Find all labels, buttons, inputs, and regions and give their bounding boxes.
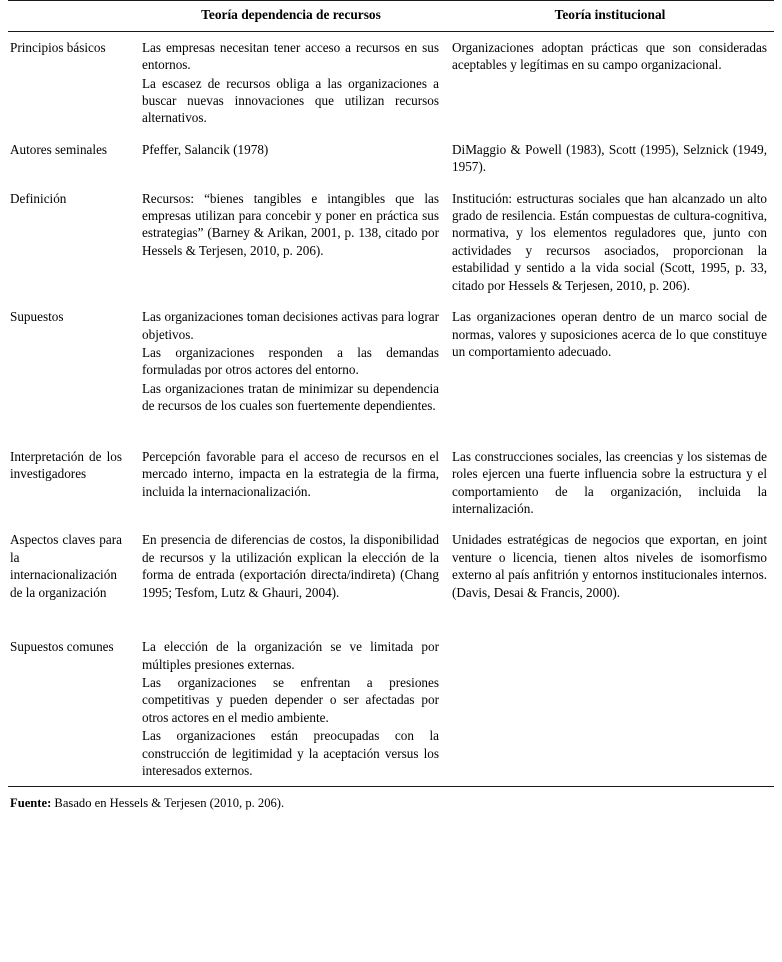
row-cell-col2	[446, 134, 774, 183]
paragraph: Las organizaciones tratan de minimizar su dependencia de recursos de los cuales son fuertemente dependientes.	[142, 380, 439, 414]
row-cell-col2	[446, 441, 774, 525]
source-text: Basado en Hessels & Terjesen (2010, p. 206).	[51, 796, 285, 811]
paragraph: Las organizaciones responden a las demandas formuladas por otros actores del entorno.	[142, 345, 439, 378]
paragraph: En presencia de diferencias de costos, la disponibilidad de recursos y la utilización explican la elección de la forma de entrada (exportación directa/indireta) (Chang 1995; Tesfom, Lutz & Ghauri, 2004).	[142, 532, 439, 600]
paragraph: La elección de la organización se ve limitada por múltiples presiones externas.	[142, 639, 439, 672]
source-label: Fuente:	[10, 796, 52, 811]
paragraph: Las empresas necesitan tener acceso a recursos en sus entornos.	[142, 39, 439, 73]
row-cell-col1	[136, 524, 446, 631]
table-row	[8, 31, 774, 134]
paragraph: Pfeffer, Salancik (1978)	[142, 141, 269, 157]
table-row	[8, 183, 774, 302]
table-row	[8, 441, 774, 525]
row-cell-col1	[136, 134, 446, 183]
header-resource-dependency-theory: Teoría dependencia de recursos	[136, 1, 446, 32]
row-cell-col1	[136, 631, 446, 787]
paragraph: Institución: estructuras sociales que han alcanzado un alto grado de resilencia. Están compuestas de cultura-cognitiva, normativa, y los elementos reguladores que, junto con actividades y recursos asociados, proporcionan la estabilidad y sentido a la vida social (Scott, 1995, p. 33, citado por Hessels & Terjesen, 2010, p. 206).	[452, 190, 767, 293]
row-label-definicion: Definición	[10, 190, 67, 206]
row-cell-col2	[446, 524, 774, 631]
paragraph: Percepción favorable para el acceso de recursos en el mercado interno, impacta en la estrategia de la firma, incluida la internacionalización.	[142, 448, 439, 499]
paragraph: Las organizaciones están preocupadas con la construcción de legitimidad y la aceptación versus los interesados externos.	[142, 728, 439, 779]
paragraph: Recursos: “bienes tangibles e intangibles que las empresas utilizan para concebir y poner en práctica sus estrategias” (Barney & Arikan, 2001, p. 138, citado por Hessels & Terjesen, 2010, p. 206).	[142, 190, 439, 258]
paragraph: Las organizaciones se enfrentan a presiones competitivas y pueden depender o ser afectadas por otros actores en el medio ambiente.	[142, 674, 439, 725]
row-label-supuestos-comunes: Supuestos comunes	[8, 631, 136, 787]
paragraph: Organizaciones adoptan prácticas que son consideradas aceptables y legítimas en su campo organizacional.	[452, 39, 767, 73]
row-cell-col2	[446, 631, 774, 787]
row-label-autores-seminales: Autores seminales	[10, 141, 108, 157]
table-header	[8, 1, 774, 32]
paragraph: Las organizaciones toman decisiones activas para lograr objetivos.	[142, 309, 439, 342]
row-cell-col1	[136, 183, 446, 302]
theory-comparison-table	[8, 0, 774, 787]
row-cell-col2	[446, 183, 774, 302]
row-cell-col1	[136, 31, 446, 134]
row-label-aspectos-claves: Aspectos claves para la internacionalización de la organización	[10, 532, 122, 600]
row-cell-col1	[136, 441, 446, 525]
table-body	[8, 31, 774, 787]
paragraph: DiMaggio & Powell (1983), Scott (1995), Selznick (1949, 1957).	[452, 141, 767, 175]
row-cell-col1	[136, 301, 446, 441]
paragraph: Las construcciones sociales, las creencias y los sistemas de roles ejercen una fuerte influencia sobre la estructura y el comportamiento de la organización, incluida la internalización.	[452, 448, 767, 516]
paragraph: Unidades estratégicas de negocios que exportan, en joint venture o licencia, tienen altos niveles de isomorfismo externo al país anfitrión y entornos institucionales internos. (Davis, Desai & Francis, 2000).	[452, 532, 767, 600]
paragraph: Las organizaciones operan dentro de un marco social de normas, valores y suposiciones acerca de lo que constituye un comportamiento adecuado.	[452, 309, 767, 360]
table-row	[8, 524, 774, 631]
header-institutional-theory: Teoría institucional	[446, 1, 774, 32]
row-label-principios-basicos: Principios básicos	[10, 39, 106, 55]
paragraph: La escasez de recursos obliga a las organizaciones a buscar nuevas innovaciones que utilizan recursos alternativos.	[142, 75, 439, 126]
table-row	[8, 134, 774, 183]
row-label-supuestos: Supuestos	[10, 309, 64, 325]
header-blank	[8, 1, 136, 32]
row-label-interpretacion-investigadores: Interpretación de los investigadores	[10, 448, 122, 482]
table-source-note	[8, 796, 774, 811]
row-cell-col2	[446, 301, 774, 441]
table-row	[8, 301, 774, 441]
table-header-row	[8, 1, 774, 32]
table-row	[8, 631, 774, 787]
row-cell-col2	[446, 31, 774, 134]
